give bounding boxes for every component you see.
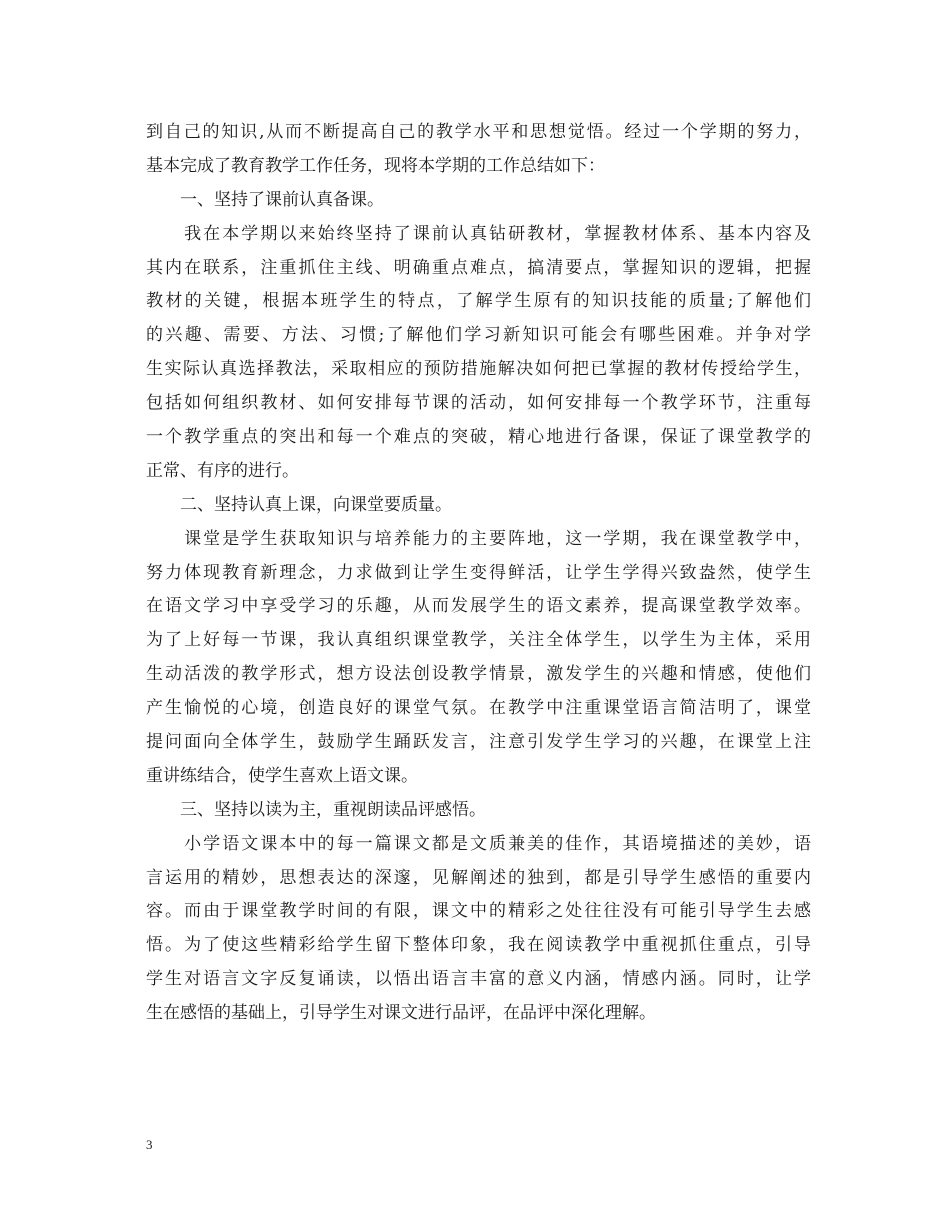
text-line: 努力体现教育新理念，力求做到让学生变得鲜活，让学生学得兴致盎然，使学生 xyxy=(146,562,811,583)
text-line: 到自己的知识,从而不断提高自己的教学水平和思想觉悟。经过一个学期的努力， xyxy=(146,122,811,142)
text-line: 教材的关键，根据本班学生的特点，了解学生原有的知识技能的质量;了解他们 xyxy=(146,291,811,312)
text-line: 一个教学重点的突出和每一个难点的突破，精心地进行备课，保证了课堂教学的 xyxy=(146,427,811,448)
section-heading: 一、坚持了课前认真备课。 xyxy=(146,189,384,210)
text-line: 在语文学习中享受学习的乐趣，从而发展学生的语文素养，提高课堂教学效率。 xyxy=(146,596,811,617)
text-line: 基本完成了教育教学工作任务，现将本学期的工作总结如下： xyxy=(146,155,605,176)
text-line: 的兴趣、需要、方法、习惯;了解他们学习新知识可能会有哪些困难。并争对学 xyxy=(146,325,811,346)
text-line: 小学语文课本中的每一篇课文都是文质兼美的佳作，其语境描述的美妙，语 xyxy=(146,833,811,854)
section-heading: 三、坚持以读为主，重视朗读品评感悟。 xyxy=(146,799,486,820)
text-line: 为了上好每一节课，我认真组织课堂教学，关注全体学生，以学生为主体，采用 xyxy=(146,630,811,651)
text-line: 包括如何组织教材、如何安排每节课的活动，如何安排每一个教学环节，注重每 xyxy=(146,393,811,414)
text-line: 生动活泼的教学形式，想方设法创设教学情景，激发学生的兴趣和情感，使他们 xyxy=(146,664,811,685)
text-line: 生实际认真选择教法，采取相应的预防措施解决如何把已掌握的教材传授给学生， xyxy=(146,359,811,380)
text-line: 我在本学期以来始终坚持了课前认真钻研教材，掌握教材体系、基本内容及 xyxy=(146,223,811,244)
text-line: 提问面向全体学生，鼓励学生踊跃发言，注意引发学生学习的兴趣，在课堂上注 xyxy=(146,732,811,753)
page-number: 3 xyxy=(146,1137,153,1152)
text-line: 悟。为了使这些精彩给学生留下整体印象，我在阅读教学中重视抓住重点，引导 xyxy=(146,935,811,956)
section-heading: 二、坚持认真上课，向课堂要质量。 xyxy=(146,494,452,515)
text-line: 课堂是学生获取知识与培养能力的主要阵地，这一学期，我在课堂教学中， xyxy=(146,528,811,549)
text-line: 生在感悟的基础上，引导学生对课文进行品评，在品评中深化理解。 xyxy=(146,1003,656,1024)
text-line: 正常、有序的进行。 xyxy=(146,460,299,481)
text-line: 言运用的精妙，思想表达的深邃，见解阐述的独到，都是引导学生感悟的重要内 xyxy=(146,867,811,888)
text-line: 其内在联系，注重抓住主线、明确重点难点，搞清要点，掌握知识的逻辑，把握 xyxy=(146,257,811,278)
text-line: 容。而由于课堂教学时间的有限，课文中的精彩之处往往没有可能引导学生去感 xyxy=(146,901,811,922)
text-line: 学生对语言文字反复诵读，以悟出语言丰富的意义内涵，情感内涵。同时，让学 xyxy=(146,969,811,990)
text-line: 产生愉悦的心境，创造良好的课堂气氛。在教学中注重课堂语言简洁明了，课堂 xyxy=(146,698,811,719)
body-text xyxy=(146,116,811,1031)
text-line: 重讲练结合，使学生喜欢上语文课。 xyxy=(146,765,418,786)
